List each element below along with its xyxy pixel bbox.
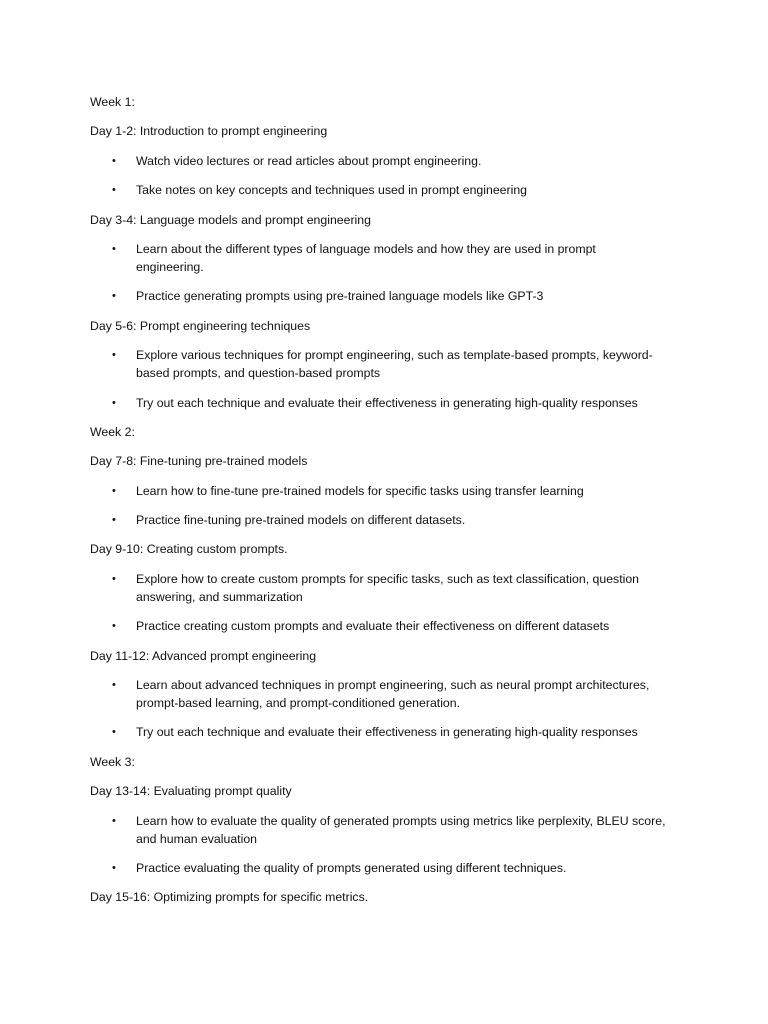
list-item-text: Learn about the different types of language models and how they are used in prompt engineering.	[136, 241, 596, 274]
list-item	[90, 812, 666, 848]
bullet-icon: •	[112, 861, 116, 874]
bullet-icon: •	[112, 679, 116, 692]
list-item	[90, 346, 666, 382]
bullet-list	[90, 240, 680, 305]
day-heading: Day 5-6: Prompt engineering techniques	[90, 318, 311, 333]
list-item	[90, 570, 666, 606]
list-item	[90, 287, 666, 305]
list-item-text: Learn about advanced techniques in prompt engineering, such as neural prompt architectures, prompt-based learning, and prompt-conditioned generation.	[136, 678, 650, 711]
day-heading: Day 1-2: Introduction to prompt engineering	[90, 124, 328, 139]
list-item-text: Practice generating prompts using pre-trained language models like GPT-3	[136, 289, 544, 304]
week-heading: Week 3:	[90, 754, 135, 769]
bullet-list	[90, 482, 680, 529]
bullet-list	[90, 346, 680, 411]
bullet-icon: •	[112, 396, 116, 409]
list-item	[90, 723, 666, 741]
week-heading: Week 1:	[90, 95, 135, 109]
list-item-text: Try out each technique and evaluate their effectiveness in generating high-quality responses	[136, 725, 638, 740]
bullet-list	[90, 570, 680, 635]
list-item-text: Explore various techniques for prompt engineering, such as template-based prompts, keyword-based prompts, and question-based prompts	[136, 348, 653, 381]
bullet-icon: •	[112, 154, 116, 167]
list-item	[90, 240, 666, 276]
week-heading: Week 2:	[90, 424, 135, 439]
list-item	[90, 181, 666, 199]
bullet-list	[90, 676, 680, 741]
list-item-text: Try out each technique and evaluate their effectiveness in generating high-quality responses	[136, 395, 638, 410]
list-item-text: Explore how to create custom prompts for specific tasks, such as text classification, question answering, and summarization	[136, 571, 640, 604]
day-heading: Day 11-12: Advanced prompt engineering	[90, 648, 317, 663]
bullet-icon: •	[112, 514, 116, 527]
bullet-icon: •	[112, 484, 116, 497]
document-body	[90, 93, 680, 918]
list-item-text: Practice evaluating the quality of prompts generated using different techniques.	[136, 860, 567, 875]
list-item-text: Learn how to fine-tune pre-trained models for specific tasks using transfer learning	[136, 483, 584, 498]
list-item	[90, 617, 666, 635]
list-item	[90, 152, 666, 170]
bullet-icon: •	[112, 726, 116, 739]
bullet-icon: •	[112, 814, 116, 827]
list-item	[90, 482, 666, 500]
list-item-text: Practice creating custom prompts and evaluate their effectiveness on different datasets	[136, 619, 610, 634]
bullet-icon: •	[112, 242, 116, 255]
list-item	[90, 859, 666, 877]
bullet-icon: •	[112, 620, 116, 633]
list-item	[90, 676, 666, 712]
day-heading: Day 3-4: Language models and prompt engineering	[90, 212, 371, 227]
day-heading: Day 13-14: Evaluating prompt quality	[90, 784, 292, 799]
bullet-list	[90, 812, 680, 877]
list-item-text: Practice fine-tuning pre-trained models on different datasets.	[136, 513, 466, 528]
list-item	[90, 394, 666, 412]
bullet-icon: •	[112, 349, 116, 362]
list-item	[90, 511, 666, 529]
list-item-text: Watch video lectures or read articles about prompt engineering.	[136, 153, 482, 168]
day-heading: Day 15-16: Optimizing prompts for specific metrics.	[90, 890, 369, 905]
bullet-icon: •	[112, 572, 116, 585]
day-heading: Day 7-8: Fine-tuning pre-trained models	[90, 454, 308, 469]
list-item-text: Take notes on key concepts and techniques used in prompt engineering	[136, 183, 528, 198]
bullet-icon: •	[112, 290, 116, 303]
bullet-list	[90, 152, 680, 199]
bullet-icon: •	[112, 184, 116, 197]
day-heading: Day 9-10: Creating custom prompts.	[90, 542, 288, 557]
list-item-text: Learn how to evaluate the quality of generated prompts using metrics like perplexity, BLEU score, and human evaluation	[136, 813, 666, 846]
